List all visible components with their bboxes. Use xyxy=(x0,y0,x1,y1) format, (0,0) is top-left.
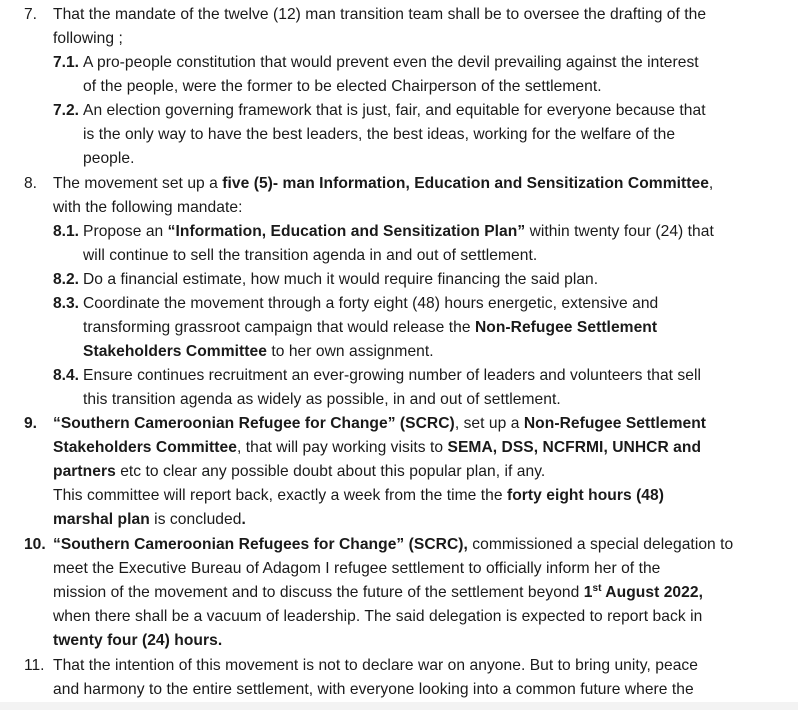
subitem-text: Stakeholders Committee to her own assignment. xyxy=(83,343,434,360)
subitem-number: 7.1. xyxy=(53,54,80,71)
item-text: This committee will report back, exactly a week from the time the forty eight hours (48) xyxy=(53,487,664,504)
subitem-text: Ensure continues recruitment an ever-growing number of leaders and volunteers that sell xyxy=(83,367,702,384)
subitem-text: is the only way to have the best leaders, the best ideas, working for the welfare of the xyxy=(83,126,676,143)
item-text: marshal plan is concluded. xyxy=(53,511,246,528)
subitem-number: 8.1. xyxy=(53,223,80,240)
subitem-number: 8.3. xyxy=(53,295,80,312)
item-text: and harmony to the entire settlement, with everyone looking into a common future where the xyxy=(53,681,694,698)
subitem-text: A pro-people constitution that would prevent even the devil prevailing against the interest xyxy=(83,54,699,71)
subitem-text: Coordinate the movement through a forty eight (48) hours energetic, extensive and xyxy=(83,295,659,312)
subitem-text: people. xyxy=(83,150,135,167)
subitem-text: of the people, were the former to be elected Chairperson of the settlement. xyxy=(83,78,602,95)
item-number: 10. xyxy=(24,536,46,553)
item-text: following ; xyxy=(53,30,123,47)
committee-name: five (5)- man Information, Education and Sensitization Committee xyxy=(222,175,709,192)
item-text: with the following mandate: xyxy=(53,199,243,216)
item-text: Stakeholders Committee, that will pay working visits to SEMA, DSS, NCFRMI, UNHCR and xyxy=(53,439,702,456)
item-text: “Southern Cameroonian Refugee for Change” (SCRC), set up a Non-Refugee Settlement xyxy=(53,415,707,432)
subitem-number: 7.2. xyxy=(53,102,80,119)
subitem-text: Propose an “Information, Education and Sensitization Plan” within twenty four (24) that xyxy=(83,223,714,240)
item-text: when there shall be a vacuum of leadership. The said delegation is expected to report back in xyxy=(53,608,703,625)
subitem-text: transforming grassroot campaign that would release the Non-Refugee Settlement xyxy=(83,319,658,336)
item-text: partners etc to clear any possible doubt about this popular plan, if any. xyxy=(53,463,546,480)
item-text: That the mandate of the twelve (12) man transition team shall be to oversee the drafting of the xyxy=(53,6,707,23)
item-text: The movement set up a five (5)- man Information, Education and Sensitization Committee, xyxy=(53,175,714,192)
item-number: 8. xyxy=(24,175,38,192)
item-number: 9. xyxy=(24,415,38,432)
item-text: meet the Executive Bureau of Adagom I refugee settlement to officially inform her of the xyxy=(53,560,661,577)
subitem-text: An election governing framework that is just, fair, and equitable for everyone because that xyxy=(83,102,706,119)
item-text: twenty four (24) hours. xyxy=(53,632,223,649)
item-number: 7. xyxy=(24,6,38,23)
item-number: 11. xyxy=(24,657,45,674)
subitem-number: 8.4. xyxy=(53,367,80,384)
item-text: mission of the movement and to discuss the future of the settlement beyond 1st August 2022, xyxy=(53,582,703,601)
item-text: That the intention of this movement is not to declare war on anyone. But to bring unity, peace xyxy=(53,657,698,674)
subitem-text: this transition agenda as widely as possible, in and out of settlement. xyxy=(83,391,561,408)
subitem-text: Do a financial estimate, how much it would require financing the said plan. xyxy=(83,271,599,288)
subitem-number: 8.2. xyxy=(53,271,80,288)
page-bottom-edge xyxy=(0,702,798,710)
subitem-text: will continue to sell the transition agenda in and out of settlement. xyxy=(83,247,538,264)
item-text: “Southern Cameroonian Refugees for Change” (SCRC), commissioned a special delegation to xyxy=(53,536,734,553)
